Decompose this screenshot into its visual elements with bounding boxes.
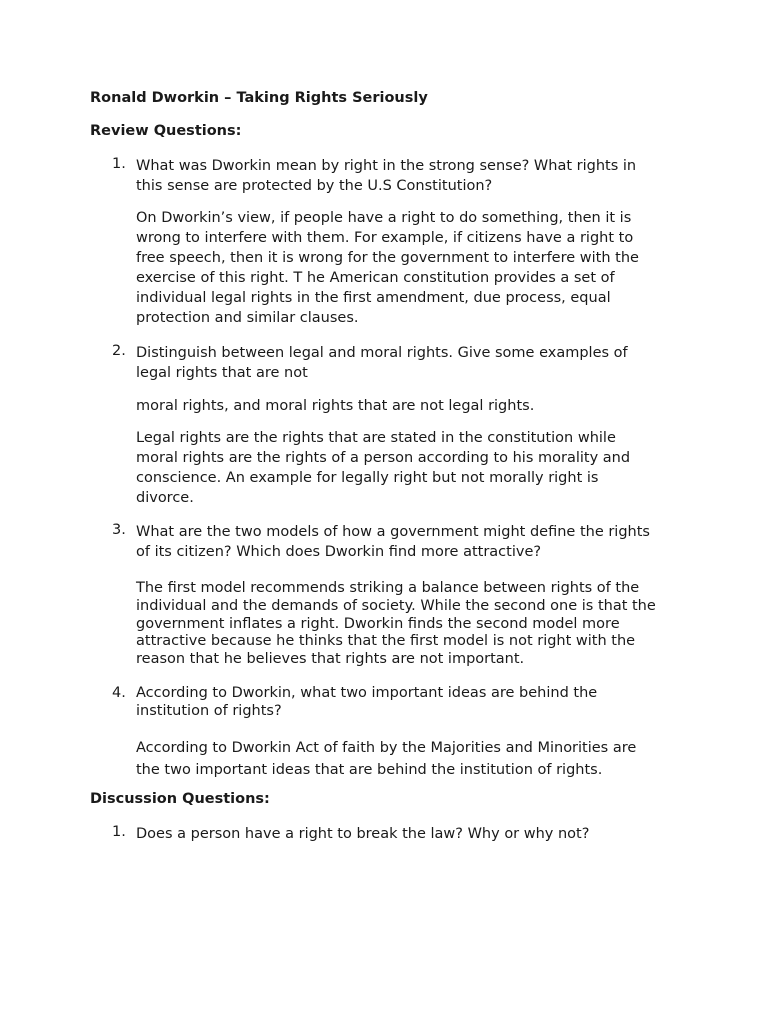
discussion-item-1-question: Does a person have a right to break the law? Why or why not? <box>136 826 590 842</box>
document-title: Ronald Dworkin – Taking Rights Seriously <box>90 90 428 106</box>
review-item-1-number: 1. <box>112 156 126 172</box>
review-item-1-question: What was Dworkin mean by right in the strong sense? What rights in this sense are protected by the U.S Constitution? <box>136 158 637 194</box>
review-item-4-answer: According to Dworkin Act of faith by the Majorities and Minorities are the two important ideas that are behind the institution of rights. <box>136 740 637 778</box>
review-item-2-question: Distinguish between legal and moral rights. Give some examples of legal rights that are not <box>136 345 628 381</box>
discussion-questions-heading: Discussion Questions: <box>90 791 270 807</box>
review-item-2-answer: Legal rights are the rights that are stated in the constitution while moral rights are the rights of a person according to his morality and conscience. An example for legally right but not morally right is divorce. <box>136 430 631 506</box>
review-item-2-question-continued: moral rights, and moral rights that are not legal rights. <box>136 398 535 414</box>
review-item-1-answer: On Dworkin’s view, if people have a right to do something, then it is wrong to interfere with them. For example, if citizens have a right to free speech, then it is wrong for the government to interfere with the exercise of this right. T he American constitution provides a set of individual legal rights in the first amendment, due process, equal protection and similar clauses. <box>136 210 639 326</box>
discussion-item-1-number: 1. <box>112 824 126 840</box>
review-item-3-number: 3. <box>112 522 126 538</box>
review-questions-heading: Review Questions: <box>90 123 242 139</box>
review-item-3-answer: The first model recommends striking a balance between rights of the individual and the demands of society. While the second one is that the government inflates a right. Dworkin finds the second model more attractive because he thinks that the first model is not right with the reason that he believes that rights are not important. <box>136 580 656 668</box>
review-item-4-number: 4. <box>112 685 126 701</box>
review-item-3-question: What are the two models of how a government might define the rights of its citizen? Which does Dworkin find more attractive? <box>136 524 650 560</box>
review-item-4-question: According to Dworkin, what two important ideas are behind the institution of rights? <box>136 685 598 719</box>
review-item-2-number: 2. <box>112 343 126 359</box>
